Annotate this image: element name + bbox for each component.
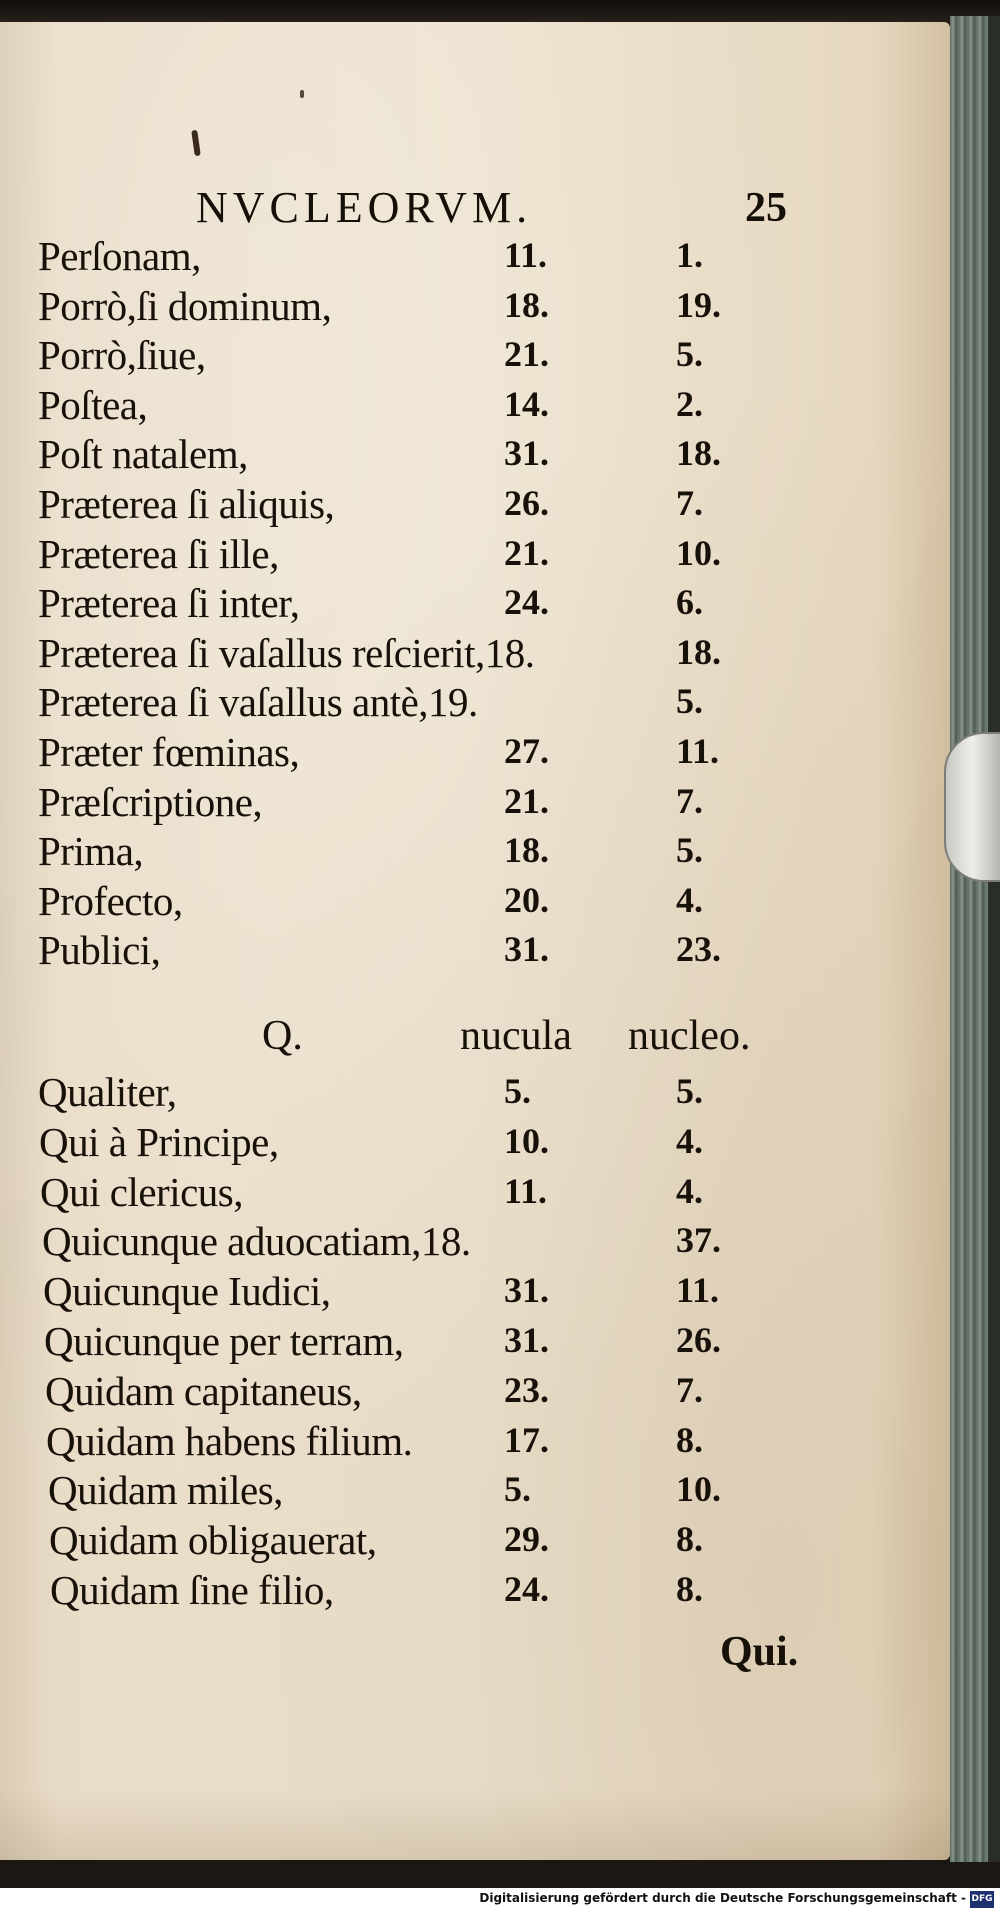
entry-term: Qualiter, (38, 1069, 177, 1115)
entry-nucula-number: 21. (504, 532, 549, 573)
page-number: 25 (745, 185, 787, 231)
entry-nucula-number: 27. (504, 731, 549, 771)
entry-term: Porrò,ſiue, (38, 332, 206, 379)
column-heading-nucleo: nucleo. (628, 1013, 751, 1059)
entry-nucleo-number: 2. (676, 383, 703, 424)
entry-nucleo-number: 10. (676, 1469, 721, 1510)
entry-term: Porrò,ſi dominum, (38, 282, 332, 329)
entry-nucleo-number: 4. (676, 1120, 703, 1161)
entry-nucula-number: 20. (504, 879, 549, 920)
book-cover-edge (988, 16, 1000, 1862)
page-clip (944, 732, 1000, 882)
entry-nucleo-number: 26. (676, 1320, 721, 1360)
ink-mark (191, 130, 201, 157)
entry-term: Qui clericus, (40, 1168, 243, 1215)
entry-term: Præterea ſi inter, (38, 580, 300, 627)
index-entry (0, 1516, 950, 1566)
entry-nucula-number: 21. (504, 780, 549, 821)
entry-nucleo-number: 5. (676, 830, 703, 871)
entry-term: Præſcriptione, (38, 778, 263, 825)
entry-term: Quidam capitaneus, (45, 1367, 362, 1414)
index-entry (0, 629, 950, 679)
entry-term: Profecto, (38, 877, 183, 924)
entry-nucleo-number: 5. (676, 1071, 703, 1111)
entry-term: Publici, (38, 927, 161, 974)
index-entry (0, 1168, 950, 1218)
entry-nucleo-number: 18. (676, 433, 721, 474)
index-entry (0, 926, 950, 976)
entry-term: Quidam obligauerat, (49, 1517, 377, 1564)
index-entry (0, 430, 950, 480)
entry-nucleo-number: 7. (676, 483, 703, 523)
index-entry (0, 232, 950, 282)
ink-dot (300, 90, 304, 98)
entry-term: Perſonam, (38, 233, 201, 279)
index-entry (0, 1367, 950, 1417)
entry-nucleo-number: 5. (676, 681, 703, 722)
page-shadow (0, 1790, 950, 1860)
entry-nucleo-number: 7. (676, 1369, 703, 1410)
index-entry (0, 1267, 950, 1317)
entry-term: Quidam habens filium. (46, 1417, 413, 1464)
index-entry (0, 331, 950, 381)
entry-term: Quicunque aduocatiam,18. (42, 1218, 471, 1265)
index-entry (0, 282, 950, 332)
dfg-logo: DFG (970, 1891, 994, 1908)
entry-nucula-number: 18. (504, 284, 549, 325)
entry-nucleo-number: 4. (676, 879, 703, 920)
entry-term: Poſt natalem, (38, 431, 248, 478)
section-heading-q (0, 1012, 950, 1066)
entry-nucula-number: 18. (504, 830, 549, 871)
digitization-credit: Digitalisierung gefördert durch die Deutsche Forschungsgemeinschaft - (479, 1891, 966, 1905)
entry-nucula-number: 10. (504, 1120, 549, 1161)
index-entry (0, 1068, 950, 1118)
entry-nucula-number: 31. (504, 433, 549, 474)
section-letter: Q. (262, 1013, 303, 1059)
entry-nucleo-number: 8. (676, 1519, 703, 1560)
index-entry (0, 530, 950, 580)
entry-nucleo-number: 10. (676, 532, 721, 573)
index-entry (0, 728, 950, 778)
entry-nucleo-number: 23. (676, 929, 721, 970)
entry-term: Præterea ſi vaſallus antè,19. (38, 679, 478, 726)
entry-nucleo-number: 11. (676, 1270, 720, 1311)
index-entry (0, 827, 950, 877)
running-header (0, 182, 950, 238)
running-title: NVCLEORVM. (196, 183, 533, 232)
entry-nucleo-number: 37. (676, 1220, 721, 1261)
entry-nucula-number: 29. (504, 1519, 549, 1560)
entry-nucleo-number: 8. (676, 1569, 703, 1609)
index-entry (0, 1466, 950, 1516)
entry-nucula-number: 31. (504, 929, 549, 970)
page-leaf (0, 22, 950, 1860)
entry-nucula-number: 11. (504, 1170, 548, 1211)
index-entry (0, 678, 950, 728)
entry-term: Quicunque Iudici, (43, 1268, 331, 1315)
entry-term: Quidam ſine filio, (50, 1567, 334, 1613)
entry-nucula-number: 5. (504, 1071, 531, 1111)
entry-nucula-number: 17. (504, 1419, 549, 1460)
entry-term: Præter fœminas, (38, 729, 300, 775)
entry-nucula-number: 21. (504, 334, 549, 375)
entry-nucleo-number: 18. (676, 631, 721, 672)
index-entry (0, 1317, 950, 1367)
index-entry (0, 1417, 950, 1467)
entry-nucleo-number: 19. (676, 284, 721, 325)
index-entry (0, 778, 950, 828)
index-entry (0, 1118, 950, 1168)
catchword: Qui. (720, 1629, 799, 1675)
entry-term: Poſtea, (38, 381, 148, 428)
entry-nucleo-number: 7. (676, 780, 703, 821)
entry-term: Quidam miles, (48, 1467, 283, 1514)
entry-nucleo-number: 8. (676, 1419, 703, 1460)
index-entry (0, 877, 950, 927)
entry-nucula-number: 5. (504, 1469, 531, 1510)
entry-nucleo-number: 1. (676, 235, 703, 275)
entry-term: Qui à Principe, (39, 1118, 279, 1165)
entry-nucula-number: 14. (504, 383, 549, 424)
entry-nucula-number: 11. (504, 235, 548, 275)
column-heading-nucula: nucula (460, 1013, 572, 1059)
entry-nucula-number: 24. (504, 582, 549, 623)
entry-nucula-number: 24. (504, 1569, 549, 1609)
entry-nucula-number: 31. (504, 1320, 549, 1360)
index-entry (0, 1566, 950, 1616)
entry-nucleo-number: 4. (676, 1170, 703, 1211)
entry-nucleo-number: 11. (676, 731, 720, 771)
entry-nucula-number: 31. (504, 1270, 549, 1311)
entry-nucleo-number: 6. (676, 582, 703, 623)
index-entry (0, 1217, 950, 1267)
entry-nucula-number: 26. (504, 483, 549, 523)
index-entry (0, 381, 950, 431)
entry-nucleo-number: 5. (676, 334, 703, 375)
digitization-credit-bar (0, 1888, 1000, 1913)
entry-term: Præterea ſi ille, (38, 530, 279, 577)
entry-term: Præterea ſi aliquis, (38, 481, 335, 527)
entry-term: Prima, (38, 828, 144, 875)
entry-term: Quicunque per terram, (44, 1318, 404, 1364)
entry-term: Præterea ſi vaſallus reſcierit,18. (38, 629, 535, 676)
entry-nucula-number: 23. (504, 1369, 549, 1410)
index-entry (0, 480, 950, 530)
index-entry (0, 579, 950, 629)
